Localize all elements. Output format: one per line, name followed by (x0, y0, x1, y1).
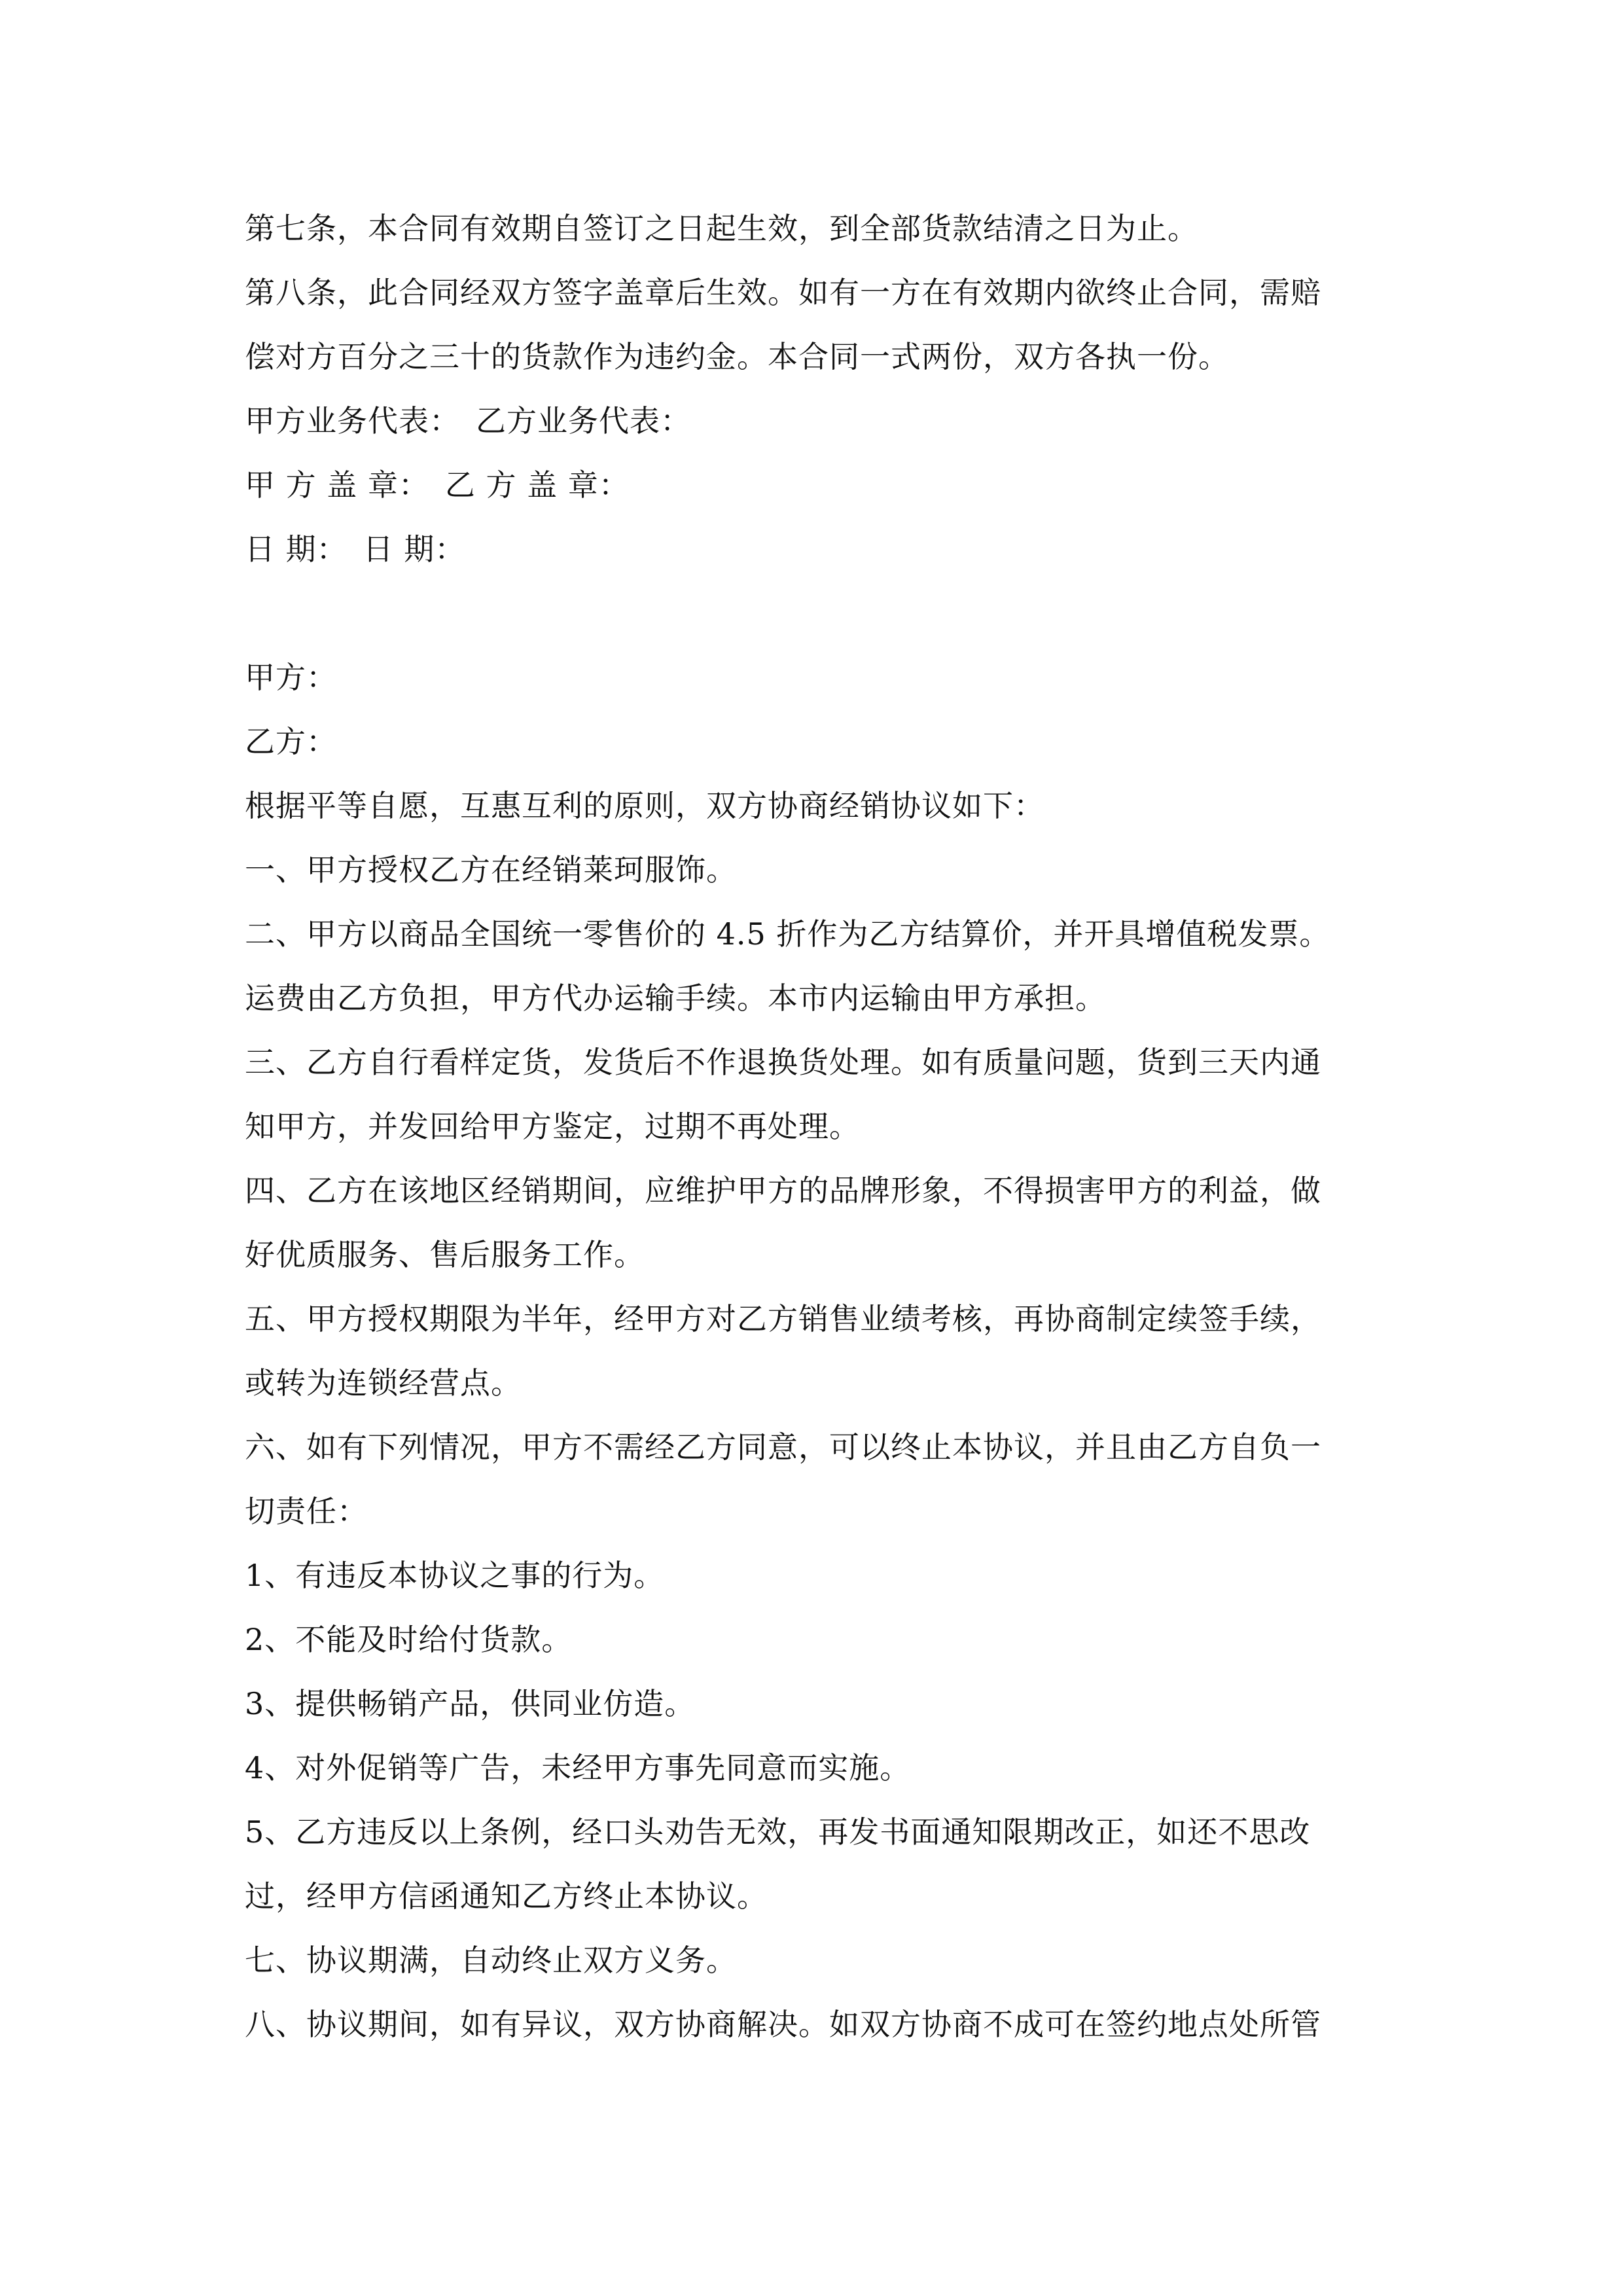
clause-8-line-1: 第八条，此合同经双方签字盖章后生效。如有一方在有效期内欲终止合同，需赔 (245, 275, 1321, 310)
article-4-line-1: 四、乙方在该地区经销期间，应维护甲方的品牌形象，不得损害甲方的利益，做 (245, 1173, 1321, 1208)
condition-5-line-1: 5、乙方违反以上条例，经口头劝告无效，再发书面通知限期改正，如还不思改 (245, 1814, 1311, 1850)
signing-dates: 日 期： 日 期： (245, 531, 466, 567)
article-2-line-1: 二、甲方以商品全国统一零售价的 4.5 折作为乙方结算价，并开具增值税发票。 (245, 916, 1330, 952)
clause-7: 第七条，本合同有效期自签订之日起生效，到全部货款结清之日为止。 (245, 211, 1198, 246)
condition-3: 3、提供畅销产品，供同业仿造。 (245, 1686, 696, 1721)
article-6-line-1: 六、如有下列情况，甲方不需经乙方同意，可以终止本协议，并且由乙方自负一 (245, 1429, 1321, 1465)
document-body (245, 196, 1410, 2056)
party-a-label: 甲方： (245, 660, 337, 695)
company-seals: 甲 方 盖 章： 乙 方 盖 章： (245, 467, 630, 503)
article-5-line-2: 或转为连锁经营点。 (245, 1365, 522, 1401)
condition-4: 4、对外促销等广告，未经甲方事先同意而实施。 (245, 1750, 911, 1785)
article-3-line-2: 知甲方，并发回给甲方鉴定，过期不再处理。 (245, 1109, 860, 1144)
business-representatives: 甲方业务代表： 乙方业务代表： (245, 403, 691, 439)
article-3-line-1: 三、乙方自行看样定货，发货后不作退换货处理。如有质量问题，货到三天内通 (245, 1045, 1321, 1080)
party-b-label: 乙方： (245, 724, 337, 759)
article-4-line-2: 好优质服务、售后服务工作。 (245, 1237, 645, 1272)
article-5-line-1: 五、甲方授权期限为半年，经甲方对乙方销售业绩考核，再协商制定续签手续， (245, 1301, 1321, 1336)
condition-1: 1、有违反本协议之事的行为。 (245, 1558, 665, 1593)
article-7: 七、协议期满，自动终止双方义务。 (245, 1943, 737, 1978)
clause-8-line-2: 偿对方百分之三十的货款作为违约金。本合同一式两份，双方各执一份。 (245, 339, 1229, 374)
condition-5-line-2: 过，经甲方信函通知乙方终止本协议。 (245, 1878, 768, 1914)
article-8-line-1: 八、协议期间，如有异议，双方协商解决。如双方协商不成可在签约地点处所管 (245, 2007, 1321, 2042)
section-gap (245, 581, 1410, 645)
condition-2: 2、不能及时给付货款。 (245, 1622, 573, 1657)
article-1: 一、甲方授权乙方在经销莱珂服饰。 (245, 852, 737, 888)
article-6-line-2: 切责任： (245, 1494, 368, 1529)
agreement-intro: 根据平等自愿，互惠互利的原则，双方协商经销协议如下： (245, 788, 1044, 823)
article-2-line-2: 运费由乙方负担，甲方代办运输手续。本市内运输由甲方承担。 (245, 980, 1106, 1016)
